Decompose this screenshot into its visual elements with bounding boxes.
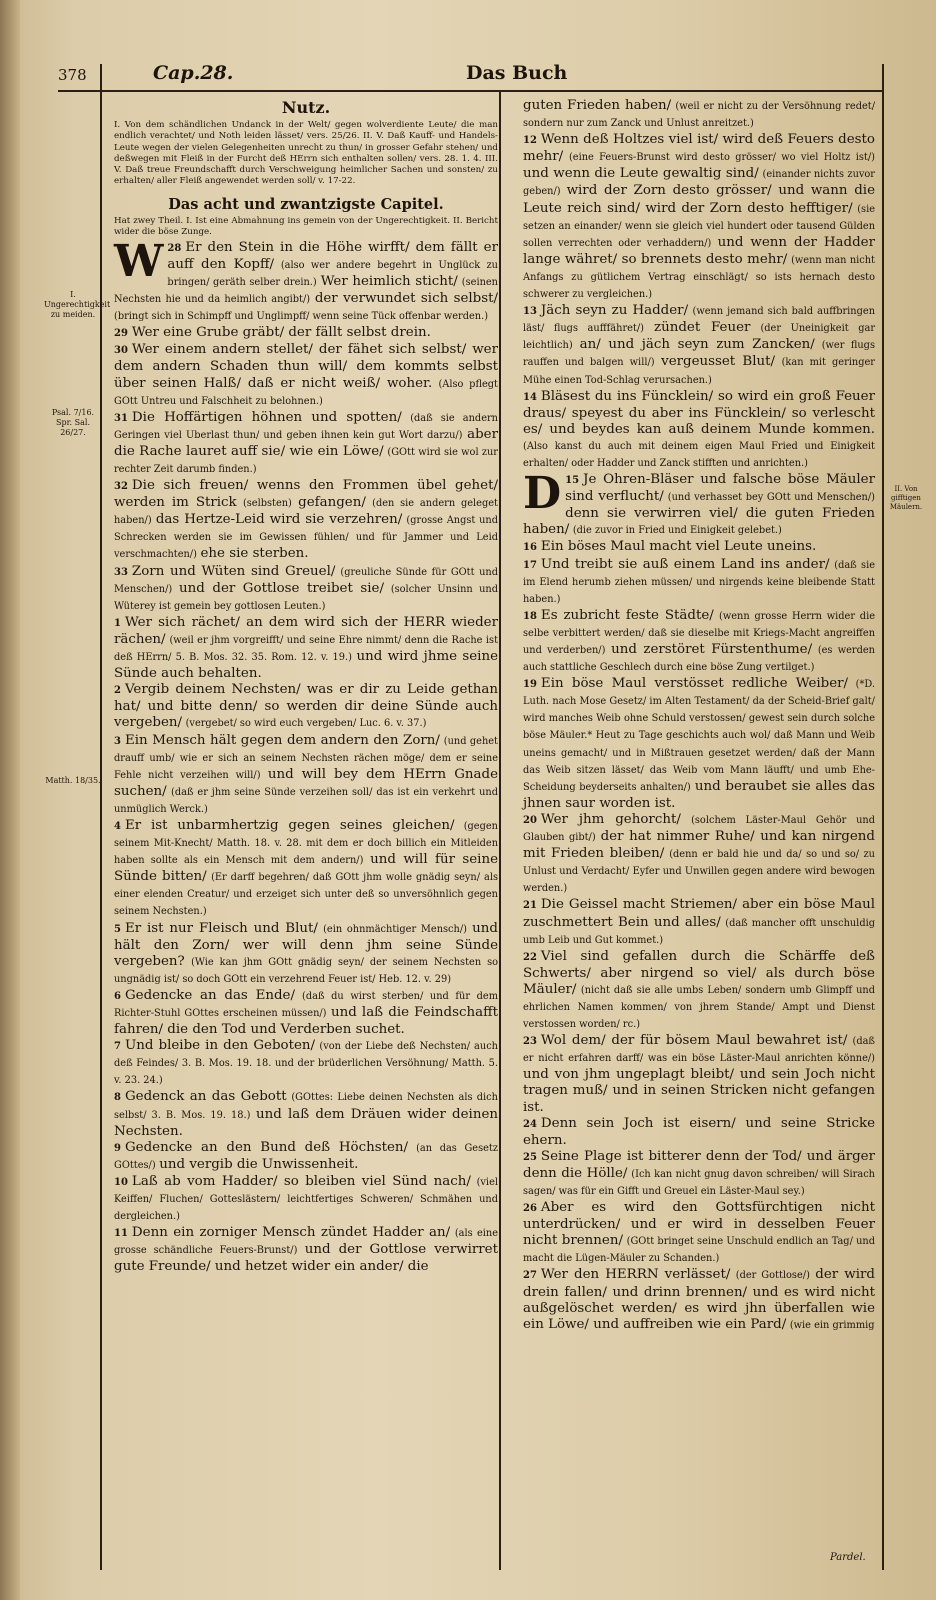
column-divider-rule [499, 92, 501, 1570]
verse-number: 5 [114, 923, 121, 935]
verse-number: 32 [114, 481, 128, 493]
verse-gloss: (Wie kan jhm GOtt gnädig seyn/ der seinem Nechsten so ungnädig ist/ so doch GOtt ein verzehrend Feuer ist/ Heb. 12. v. 29) [114, 956, 498, 985]
book-title: Das Buch [466, 62, 568, 84]
verse-number: 30 [114, 345, 128, 357]
verse-gloss: (Er darff begehren/ daß GOtt jhm wolle gnädig seyn/ als einer elenden Creatur/ und erzeiget sich unter deß so unversöhnlich gegen seinem Nechsten.) [114, 872, 498, 918]
verse [114, 1089, 498, 1139]
verse-text: der verwundet sich selbst/ [314, 291, 499, 307]
verse-gloss: (nicht daß sie alle umbs Leben/ sondern umb Glimpff und ehrlichen Namen kommen/ von jhrem Stande/ Ampt und Dienst verstossen worden/ rc.) [523, 984, 875, 1031]
verse [114, 682, 498, 732]
verse-number: 4 [114, 820, 121, 832]
verse-gloss: (die zuvor in Fried und Einigkeit gelebet.) [572, 525, 782, 537]
verse [523, 539, 875, 556]
verse [523, 468, 875, 539]
verse-gloss: (als eine grosse schändliche Feuers-Brunst/) [114, 1228, 498, 1257]
verse-gloss: (und gehet drauff umb/ wie er sich an seinem Nechsten rächen möge/ dem er seine Fehle nicht verzeihen will/) [114, 735, 498, 781]
verse [523, 608, 875, 676]
verse-text: und von jhm ungeplagt bleibt/ und sein Joch nicht tragen muß/ und in seinen Stricken nicht gefangen ist. [523, 1067, 875, 1115]
verse-number: 16 [523, 542, 537, 554]
verse-gloss: (Also kanst du auch mit deinem eigen Maul Fried und Einigkeit erhalten/ oder Hadder und Zanck stifften und anrichten.) [523, 440, 875, 469]
verse [114, 733, 498, 818]
verse-number: 22 [523, 951, 537, 963]
verse [523, 389, 875, 472]
page-number: 378 [58, 66, 87, 84]
verse-gloss: (GOttes: Liebe deinen Nechsten als dich selbst/ 3. B. Mos. 19. 18.) [114, 1092, 498, 1121]
verse-text: Wer eine Grube gräbt/ der fällt selbst drein. [131, 325, 431, 341]
verse-text: und wenn der Hadder lange währet/ so brennets desto mehr/ [523, 234, 875, 267]
header-rule [58, 90, 882, 92]
verse-text: und laß die Feindschafft fahren/ die den Tod und Verderben suchet. [114, 1005, 498, 1038]
verse-text: Er ist unbarmhertzig gegen seines gleichen/ [124, 817, 455, 833]
verse [114, 988, 498, 1038]
verse-gloss: (daß du wirst sterben/ und für dem Richter-Stuhl GOttes erscheinen müssen/) [114, 990, 498, 1019]
verse-gloss: (wenn man nicht Anfangs zu gütlichem Vertrag einschlägt/ so ists hernach desto schwerer zu vergleichen.) [523, 254, 875, 301]
verse-number: 19 [523, 679, 537, 691]
verse-gloss: (es werden auch stattliche Geschlech durch eine böse Zung vertilget.) [523, 645, 875, 674]
verse [523, 812, 875, 897]
verse-number: 6 [114, 990, 121, 1002]
verse-gloss: (an das Gesetz GOttes/) [114, 1142, 498, 1171]
page-gutter [0, 0, 20, 1600]
verse-gloss: (eine Feuers-Brunst wird desto grösser/ wo viel Holtz ist/) [568, 152, 875, 164]
verse-gloss: (bringt sich in Schimpff und Unglimpff/ wenn seine Tück offenbar werden.) [114, 311, 489, 323]
verse [523, 1200, 875, 1267]
verse-gloss: (denn er bald hie und da/ so und so/ zu Unlust und Verdacht/ Eyfer und Unwillen gegen andere wird bewogen werden.) [523, 849, 875, 895]
verse [114, 1038, 498, 1089]
verse-number: 11 [114, 1228, 128, 1240]
verse-gloss: (weil er nicht zu der Versöhnung redet/ sondern nur zum Zanck und Unlust anreitzet.) [523, 101, 875, 130]
verse-number: 18 [523, 610, 537, 622]
verse-text: Wer sich rächet/ an dem wird sich der HERR wieder rächen/ [114, 614, 498, 647]
verse-number: 10 [114, 1176, 128, 1188]
verse-text: Gedencke an den Bund deß Höchsten/ [124, 1139, 409, 1155]
verse-number: 26 [523, 1203, 537, 1215]
verse [523, 303, 875, 388]
verse [114, 921, 498, 988]
verse-text: aber die Rache lauret auff sie/ wie ein Löwe/ [114, 426, 498, 459]
margin-note: I. Ungerechtigkeit zu meiden. [44, 290, 111, 319]
verse-text: Zorn und Wüten sind Greuel/ [131, 563, 336, 579]
verse-number: 29 [114, 328, 128, 340]
verse-text: an/ und jäch seyn zum Zancken/ [579, 337, 815, 353]
verse-gloss: (wer flugs rauffen und balgen will/) [523, 340, 875, 369]
verse-number: 21 [523, 900, 537, 912]
verse-text: Je Ohren-Bläser und falsche böse Mäuler sind verflucht/ [565, 472, 875, 505]
drop-cap: W [114, 235, 164, 287]
verse [523, 132, 875, 303]
right-margin-note: II. Von gifftigen Mäulern. [889, 485, 923, 511]
left-column [114, 98, 498, 1276]
verse-number: 31 [114, 412, 128, 424]
verse-gloss: (Also pflegt GOtt Untreu und Falschheit zu belohnen.) [114, 378, 498, 407]
verse-number: 17 [523, 559, 537, 571]
verse [523, 1267, 875, 1333]
verse-gloss: (von der Liebe deß Nechsten/ auch deß Feindes/ 3. B. Mos. 19. 18. und der brüderlichen Versöhnung/ Matth. 5. v. 23. 24.) [114, 1041, 498, 1087]
verse-number: 1 [114, 617, 121, 629]
verse-text: Und treibt sie auß einem Land ins ander/ [540, 556, 830, 572]
verse-text: und laß dem Dräuen wider deinen Nechsten. [114, 1106, 499, 1139]
verse [114, 818, 498, 921]
verse-number: 12 [523, 135, 537, 147]
verse-gloss: (daß sie im Elend herumb ziehen müssen/ und nirgends keine bleibende Statt haben.) [523, 559, 875, 605]
verse-gloss: (selbsten) [242, 498, 292, 510]
verse-text: und will bey dem HErrn Gnade suchen/ [114, 766, 498, 799]
verse [523, 1149, 875, 1200]
verse-text: wird der Zorn desto grösser/ und wann die Leute reich sind/ wird der Zorn desto hefftiger/ [523, 183, 875, 216]
verse-number: 8 [114, 1092, 121, 1104]
nutz-text: I. Von dem schändlichen Undanck in der Welt/ gegen wolverdiente Leute/ die man endlich verachtet/ und Noth leiden lässet/ vers. 25/26. II. V. Daß Kauff- und Handels-Leute wegen der vielen Gelegenheiten unrecht zu thun/ in grosser Gefahr stehen/ und deßwegen mit Fleiß in der Furcht deß HErrn sich enthalten sollen/ vers. 28. 1. 4. III. V. Daß treue Freundschafft durch Verschweigung heimlicher Sachen und sonsten/ zu erhalten/ aller Fleiß angewendet werden soll/ v. 17-22. [114, 120, 498, 187]
verse-text: vergeusset Blut/ [661, 354, 776, 370]
verse-text: und will für seine Sünde bitten/ [114, 852, 499, 885]
verse-gloss: (also wer andere begehrt in Unglück zu bringen/ geräth selber drein.) [167, 259, 498, 288]
verse-text: Jäch seyn zu Hadder/ [540, 303, 689, 319]
verse-number: 33 [114, 566, 128, 578]
verse-gloss: (*D. Luth. nach Mose Gesetz/ im Alten Testament/ da der Scheid-Brief galt/ wird manches Weib ohne Schuld verstossen/ gewest sein durch solche böse Mäuler.* Heut zu Tage geschichts auch wol/ daß Mann und Weib uneins gemacht/ und in Mißtrauen gesetzet werden/ daß der Mann das Weib sitzen lässet/ das Weib vom Mann läufft/ und umb Ehe-Scheidung beyderseits anhalten/) [523, 679, 875, 793]
verse-gloss: (wenn jemand sich bald auffbringen läst/ flugs aufffähret/) [523, 306, 875, 335]
verse-gloss: (weil er jhm vorgreifft/ und seine Ehre nimmt/ denn die Rache ist deß HErrn/ 5. B. Mos. 32. 35. Rom. 12. v. 19.) [114, 634, 499, 664]
verse-text: und beraubet sie alles das jhnen saur worden ist. [523, 778, 875, 811]
chapter-heading: Cap.28. [153, 62, 234, 84]
verse-text: Wol dem/ der für bösem Maul bewahret ist/ [540, 1033, 848, 1049]
verse [523, 1116, 875, 1149]
nutz-heading: Nutz. [281, 98, 331, 117]
verse-number: 23 [523, 1036, 537, 1048]
right-column [523, 98, 875, 1334]
verse-number: 13 [523, 306, 537, 318]
verse-text: Vergib deinem Nechsten/ was er dir zu Leide gethan hat/ und bitte denn/ so werden dir deine Sünde auch vergeben/ [114, 682, 498, 731]
verse [114, 564, 498, 615]
verse-text: Es zubricht feste Städte/ [540, 607, 714, 623]
verse-gloss: (grosse Angst und Schrecken werden sie im Gewissen fühlen/ und für Jammer und Leid verschmachten/) [114, 515, 498, 561]
verse-number: 28 [167, 242, 182, 254]
verse [114, 1225, 498, 1275]
verse [114, 325, 498, 342]
verse-text: Wer heimlich sticht/ [320, 273, 458, 289]
left-verse-list [114, 235, 499, 1276]
verse-number: 25 [523, 1151, 537, 1163]
verse-gloss: (GOtt bringet seine Unschuld endlich an Tag/ und macht die Lügen-Mäuler zu Schanden.) [523, 1236, 875, 1265]
verse-gloss: (wenn grosse Herrn wider die selbe verbittert werden/ daß sie dieselbe mit Kriegs-Macht angreiffen und verderben/) [523, 610, 876, 656]
verse-gloss: (Ich kan nicht gnug davon schreiben/ will Sirach sagen/ was für ein Gifft und Greuel ein Läster-Maul sey.) [523, 1168, 875, 1197]
verse [114, 410, 498, 478]
verse-text: Denn sein Joch ist eisern/ und seine Stricke ehern. [523, 1115, 875, 1148]
drop-cap: D [523, 468, 562, 520]
verse-text: Er den Stein in die Höhe wirfft/ dem fällt er auff den Kopff/ [167, 239, 498, 272]
verse-text: und der Gottlose verwirret gute Freunde/ und hetzet wider ein ander/ die [114, 1242, 498, 1275]
right-margin-rule [882, 64, 884, 1570]
verse-gloss: (daß er jhm seine Sünde verzeihen soll/ das ist ein verkehrt und unmüglich Werck.) [114, 786, 498, 815]
verse-text: und vergib die Unwissenheit. [159, 1156, 359, 1172]
verse-text: der wird drein fallen/ und drinn brennen/ und es wird nicht außgelöschet werden/ es wird jhn überfallen wie ein Löwe/ und auffreiben wie ein Pard/ [523, 1267, 876, 1332]
verse-gloss: (kan mit geringer Mühe einen Tod-Schlag verursachen.) [523, 357, 875, 386]
verse-gloss: (daß sie andern Geringen viel Uberlast thun/ und geben ihnen kein gut Wort darzu/) [114, 412, 498, 441]
running-header [58, 62, 876, 90]
chapter-summary: Hat zwey Theil. I. Ist eine Abmahnung ins gemein von der Ungerechtigkeit. II. Bericht wider die böse Zunge. [114, 215, 498, 237]
verse-gloss: (den sie andern geleget haben/) [114, 498, 498, 527]
verse-number: 14 [523, 391, 537, 403]
verse-text: und wenn die Leute gewaltig sind/ [523, 166, 759, 182]
verse [523, 676, 875, 812]
verse-gloss: (greuliche Sünde für GOtt und Menschen/) [114, 566, 498, 595]
verse-text: Ein böses Maul macht viel Leute uneins. [540, 539, 817, 555]
verse-text: und der Gottlose treibet sie/ [179, 580, 384, 596]
verse-number: 15 [565, 475, 580, 487]
verse-text: zündet Feuer [654, 320, 751, 336]
verse-gloss: (einander nichts zuvor geben/) [523, 169, 875, 198]
verse-text: Aber es wird den Gottsfürchtigen nicht unterdrücken/ und er wird in desselben Feuer nicht brennen/ [523, 1200, 875, 1249]
verse [114, 478, 498, 563]
verse [523, 98, 875, 132]
verse-text: Die Hoffärtigen höhnen und spotten/ [131, 409, 402, 425]
verse-text: Gedencke an das Ende/ [124, 987, 295, 1003]
verse-gloss: (viel Keiffen/ Fluchen/ Gotteslästern/ leichtfertiges Schweren/ Schmähen und dergleichen.) [114, 1176, 498, 1223]
verse [523, 949, 875, 1033]
verse-text: Laß ab vom Hadder/ so bleiben viel Sünd nach/ [131, 1173, 471, 1189]
verse-gloss: (solchem Läster-Maul Gehör und Glauben gibt/) [523, 814, 876, 844]
chapter-title: Das acht und zwantzigste Capitel. [168, 195, 444, 213]
verse-gloss: (gegen seinem Mit-Knecht/ Matth. 18. v. 28. mit dem er doch billich ein Mitleiden haben sollte als ein Mensch mit dem andern/) [114, 820, 498, 867]
verse-text: guten Frieden haben/ [523, 98, 672, 113]
verse-text: Wer jhm gehorcht/ [540, 811, 681, 827]
verse-text: und hält den Zorn/ wer will denn jhm seine Sünde vergeben? [114, 920, 498, 969]
verse-number: 20 [523, 814, 537, 826]
verse-gloss: (vergebet/ so wird euch vergeben/ Luc. 6. v. 37.) [185, 718, 427, 730]
verse-gloss: (ein ohnmächtiger Mensch/) [323, 923, 467, 935]
verse-gloss: (der Uneinigkeit gar leichtlich) [523, 323, 876, 352]
verse-text: Wenn deß Holtzes viel ist/ wird deß Feuers desto mehr/ [523, 132, 875, 165]
verse-text: Die sich freuen/ wenns den Frommen übel gehet/ werden im Strick [114, 478, 498, 511]
verse-number: 3 [114, 735, 121, 747]
verse-text: Seine Plage ist bitterer denn der Tod/ und ärger denn die Hölle/ [523, 1148, 875, 1181]
verse-text: denn sie verwirren viel/ die guten Frieden haben/ [523, 506, 875, 538]
verse [114, 342, 498, 409]
verse-text: Ein Mensch hält gegen dem andern den Zorn/ [124, 732, 440, 748]
margin-note: Matth. 18/35. [45, 776, 101, 785]
verse-text: der hat nimmer Ruhe/ und kan nirgend mit Frieden bleiben/ [523, 829, 875, 862]
verse-gloss: (solcher Unsinn und Wüterey ist gemein bey gottlosen Leuten.) [114, 583, 498, 612]
verse-text: Bläsest du ins Füncklein/ so wird ein groß Feuer draus/ speyest du aber ins Füncklein/ so verlescht es/ und beydes kan auß deinem Munde kommen. [523, 388, 875, 437]
verse-number: 2 [114, 685, 121, 697]
verse-gloss: (sie setzen an einander/ wenn sie gleich viel hundert oder tausend Gülden sollen verrechten oder verhaddern/) [523, 203, 876, 249]
verse-text: Ein böse Maul verstösset redliche Weiber/ [540, 676, 849, 692]
verse-text: ehe sie sterben. [200, 546, 309, 562]
verse-number: 27 [523, 1270, 537, 1282]
verse-text: Viel sind gefallen durch die Schärffe deß Schwerts/ aber nirgend so viel/ als durch böse Mäuler/ [523, 948, 875, 997]
verse [114, 1140, 498, 1174]
verse-text: gefangen/ [298, 495, 366, 511]
verse-gloss: (seinen Nechsten hie und da heimlich angibt/) [114, 276, 498, 306]
verse-gloss: (daß er nicht erfahren darff/ was ein böse Läster-Maul anrichten könne/) [523, 1036, 875, 1065]
verse [114, 1174, 498, 1225]
verse [523, 557, 875, 608]
verse-text: Denn ein zorniger Mensch zündet Hadder an/ [131, 1225, 451, 1241]
verse-text: das Hertze-Leid wird sie verzehren/ [155, 512, 403, 528]
verse-text: Wer den HERRN verlässet/ [540, 1267, 731, 1283]
verse-gloss: (daß mancher offt unschuldig umb Leib und Gut kommet.) [523, 917, 875, 946]
verse-text: Und bleibe in den Geboten/ [124, 1038, 316, 1054]
verse-text: Er ist nur Fleisch und Blut/ [124, 920, 318, 936]
verse-text: Gedenck an das Gebott [124, 1089, 287, 1105]
verse-gloss: (GOtt wird sie wol zur rechter Zeit darumb finden.) [114, 446, 498, 475]
verse-text: Wer einem andern stellet/ der fähet sich selbst/ wer dem andern Schaden thun will/ dem kommts selbst über seinen Halß/ daß er nicht weiß/ woher. [114, 342, 498, 391]
catchword: Pardel. [830, 1552, 866, 1563]
verse-gloss: (wie ein grimmig [789, 1319, 875, 1331]
verse-gloss: (der Gottlose/) [735, 1270, 810, 1282]
verse-gloss: (und verhasset bey GOtt und Menschen/) [667, 492, 875, 504]
verse [114, 235, 499, 325]
verse [114, 615, 498, 682]
verse-number: 24 [523, 1118, 537, 1130]
verse-text: und zerstöret Fürstenthume/ [611, 642, 813, 657]
right-verse-list [523, 98, 875, 1334]
margin-note: Psal. 7/16. Spr. Sal. 26/27. [51, 408, 95, 437]
verse [523, 897, 875, 948]
verse-text: und wird jhme seine Sünde auch behalten. [114, 649, 498, 682]
verse-number: 9 [114, 1142, 121, 1154]
verse [523, 1033, 875, 1115]
verse-text: Die Geissel macht Striemen/ aber ein böse Maul zuschmettert Bein und alles/ [523, 897, 875, 930]
verse-number: 7 [114, 1041, 121, 1053]
